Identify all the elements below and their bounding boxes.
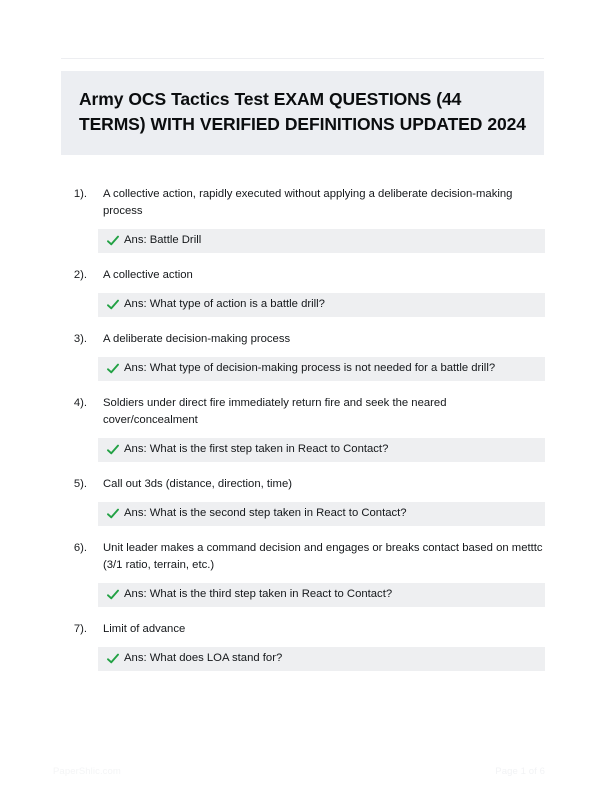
answer-container — [0, 502, 606, 526]
page-number-label: Page 1 of 6 — [495, 766, 545, 777]
green-check-icon — [107, 589, 119, 601]
question-text: Soldiers under direct fire immediately return fire and seek the neared cover/concealment — [103, 397, 447, 426]
green-check-icon — [107, 653, 119, 665]
list-item — [0, 540, 606, 607]
question-number: 7). — [73, 623, 87, 635]
question-number: 6). — [73, 542, 87, 554]
green-check-icon — [107, 444, 119, 456]
question-row — [0, 395, 606, 429]
answer-box — [98, 438, 545, 462]
answer-text: Ans: What is the first step taken in React to Contact? — [124, 443, 389, 455]
answer-box — [98, 583, 545, 607]
answer-box — [98, 502, 545, 526]
site-watermark: PaperShlic.com — [53, 766, 121, 777]
question-number: 1). — [73, 188, 87, 200]
question-text: Call out 3ds (distance, direction, time) — [103, 478, 292, 490]
green-check-icon — [107, 508, 119, 520]
answer-container — [0, 438, 606, 462]
answer-text: Ans: What is the third step taken in React to Contact? — [124, 588, 393, 600]
list-item — [0, 267, 606, 317]
page-footer — [0, 765, 606, 785]
question-row — [0, 621, 606, 638]
question-row — [0, 540, 606, 574]
answer-box — [98, 229, 545, 253]
answer-container — [0, 583, 606, 607]
answer-text: Ans: What type of action is a battle drill? — [124, 298, 325, 310]
answer-text: Ans: What is the second step taken in React to Contact? — [124, 507, 407, 519]
question-number: 3). — [73, 333, 87, 345]
list-item — [0, 621, 606, 671]
answer-text: Ans: What type of decision-making process is not needed for a battle drill? — [124, 362, 496, 374]
question-text: A collective action, rapidly executed without applying a deliberate decision-making process — [103, 188, 513, 217]
question-row — [0, 186, 606, 220]
question-answer-list — [0, 186, 606, 685]
question-number: 4). — [73, 397, 87, 409]
answer-container — [0, 357, 606, 381]
answer-container — [0, 229, 606, 253]
question-text: A deliberate decision-making process — [103, 333, 291, 345]
answer-container — [0, 647, 606, 671]
question-row — [0, 267, 606, 284]
answer-text: Ans: What does LOA stand for? — [124, 652, 283, 664]
question-row — [0, 476, 606, 493]
answer-box — [98, 293, 545, 317]
green-check-icon — [107, 363, 119, 375]
answer-box — [98, 357, 545, 381]
green-check-icon — [107, 299, 119, 311]
header-divider — [61, 58, 544, 59]
question-row — [0, 331, 606, 348]
answer-container — [0, 293, 606, 317]
list-item — [0, 331, 606, 381]
list-item — [0, 476, 606, 526]
question-text: Unit leader makes a command decision and engages or breaks contact based on metttc (3/1 ratio, terrain, etc.) — [103, 542, 543, 571]
page-title: Army OCS Tactics Test EXAM QUESTIONS (44 TERMS) WITH VERIFIED DEFINITIONS UPDATED 2024 — [79, 89, 526, 134]
answer-text: Ans: Battle Drill — [124, 234, 202, 246]
green-check-icon — [107, 235, 119, 247]
document-header-banner — [61, 71, 544, 155]
question-text: A collective action — [103, 269, 193, 281]
question-number: 5). — [73, 478, 87, 490]
question-number: 2). — [73, 269, 87, 281]
list-item — [0, 186, 606, 253]
question-text: Limit of advance — [103, 623, 186, 635]
answer-box — [98, 647, 545, 671]
list-item — [0, 395, 606, 462]
